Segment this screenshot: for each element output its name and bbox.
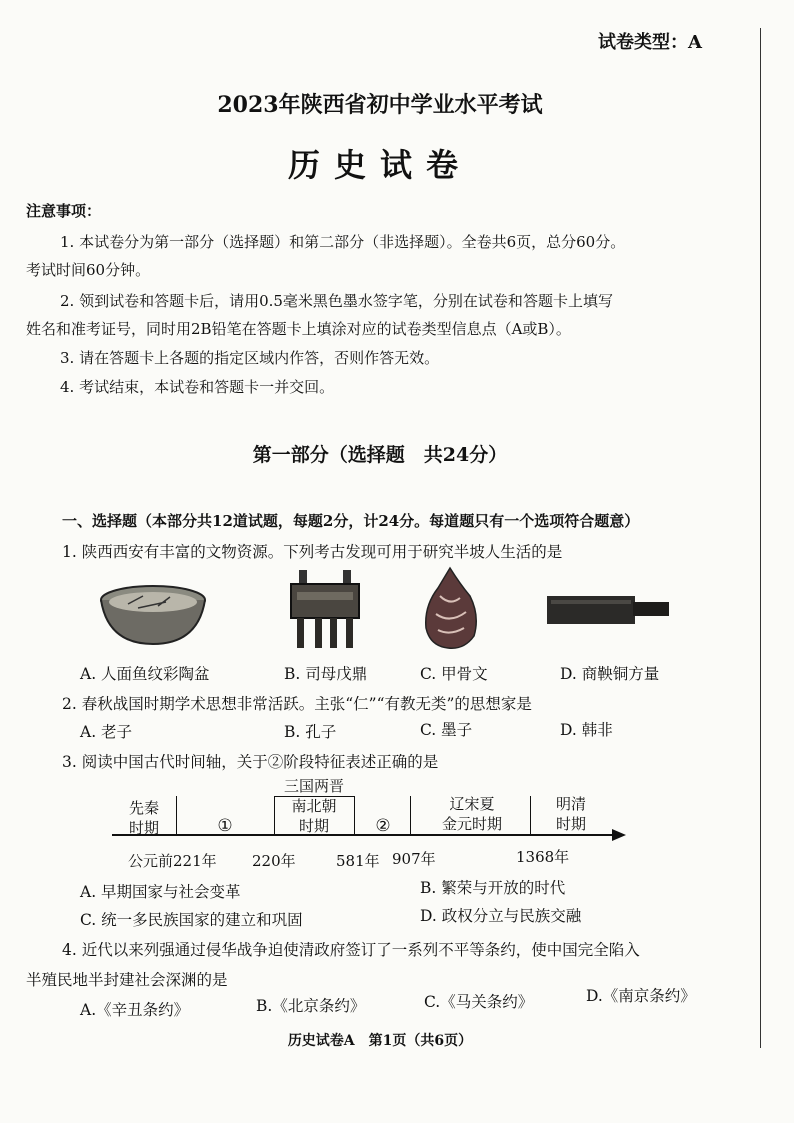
q1-option-a: A. 人面鱼纹彩陶盆 [80,665,210,683]
arrow-right-icon [612,829,626,841]
q1-option-c: C. 甲骨文 [420,665,488,683]
timeline-date: 公元前221年 [128,852,217,870]
exam-title: 2023年陕西省初中学业水平考试 [217,92,543,118]
q4-option-c: C.《马关条约》 [424,993,534,1011]
timeline-divider [410,796,411,836]
note-2: 2. 领到试卷和答题卡后，请用0.5毫米黑色墨水签字笔，分别在试卷和答题卡上填写 [60,292,613,310]
timeline-segment-pre-qin: 先秦 时期 [128,799,159,837]
q3-option-d: D. 政权分立与民族交融 [420,907,582,925]
q4-stem: 4. 近代以来列强通过侵华战争迫使清政府签订了一系列不平等条约，使中国完全陷入 [62,941,640,959]
q2-option-b: B. 孔子 [284,723,337,741]
q1-option-b: B. 司母戊鼎 [284,665,368,683]
timeline-segment-liao-song: 辽宋夏 金元时期 [441,795,502,833]
note-4: 4. 考试结束，本试卷和答题卡一并交回。 [60,378,335,396]
q4-option-d: D.《南京条约》 [586,987,696,1005]
oracle-bone-image [420,566,482,652]
q3-option-a: A. 早期国家与社会变革 [80,883,241,901]
pottery-basin-image [98,582,208,648]
q2-option-c: C. 墨子 [420,721,473,739]
timeline-segment-ming-qing: 明清 时期 [555,795,586,833]
margin-rule [760,28,761,1048]
timeline-divider [176,796,177,836]
q2-option-a: A. 老子 [80,723,133,741]
part1-instruction: 一、选择题（本部分共12道试题，每题2分，计24分。每道题只有一个选项符合题意） [62,512,640,530]
note-1: 1. 本试卷分为第一部分（选择题）和第二部分（非选择题）。全卷共6页，总分60分。 [60,233,626,251]
timeline-segment-1: ① [217,816,233,836]
part1-title: 第一部分（选择题 共24分） [252,444,508,466]
q3-option-c: C. 统一多民族国家的建立和巩固 [80,911,303,929]
q4-stem-cont: 半殖民地半封建社会深渊的是 [26,971,228,989]
q4-option-b: B.《北京条约》 [256,997,366,1015]
notes-heading: 注意事项： [26,202,102,220]
timeline-segment-2: ② [375,816,391,836]
timeline-segment-three-kingdoms: 三国两晋 南北朝 时期 [283,777,344,835]
note-3: 3. 请在答题卡上各题的指定区域内作答，否则作答无效。 [60,349,440,367]
paper-type: 试卷类型：A [598,32,702,53]
timeline-date: 581年 [336,852,380,870]
bronze-ding-image [285,568,365,650]
q3-stem: 3. 阅读中国古代时间轴，关于②阶段特征表述正确的是 [62,753,439,771]
q1-option-d: D. 商鞅铜方量 [560,665,660,683]
q1-stem: 1. 陕西西安有丰富的文物资源。下列考古发现可用于研究半坡人生活的是 [62,543,563,561]
timeline-date: 1368年 [516,848,570,866]
bronze-measure-image [545,594,671,628]
timeline-date: 907年 [392,850,436,868]
subject-title: 历史试卷 [287,146,472,184]
timeline-date: 220年 [252,852,296,870]
q4-option-a: A.《辛丑条约》 [80,1001,190,1019]
q2-option-d: D. 韩非 [560,721,613,739]
note-1-cont: 考试时间60分钟。 [26,261,151,279]
note-2-cont: 姓名和准考证号，同时用2B铅笔在答题卡上填涂对应的试卷类型信息点（A或B）。 [26,320,571,338]
q3-option-b: B. 繁荣与开放的时代 [420,879,566,897]
timeline-divider [530,796,531,836]
page-footer: 历史试卷A 第1页（共6页） [287,1033,473,1049]
q2-stem: 2. 春秋战国时期学术思想非常活跃。主张“仁”“有教无类”的思想家是 [62,695,532,713]
